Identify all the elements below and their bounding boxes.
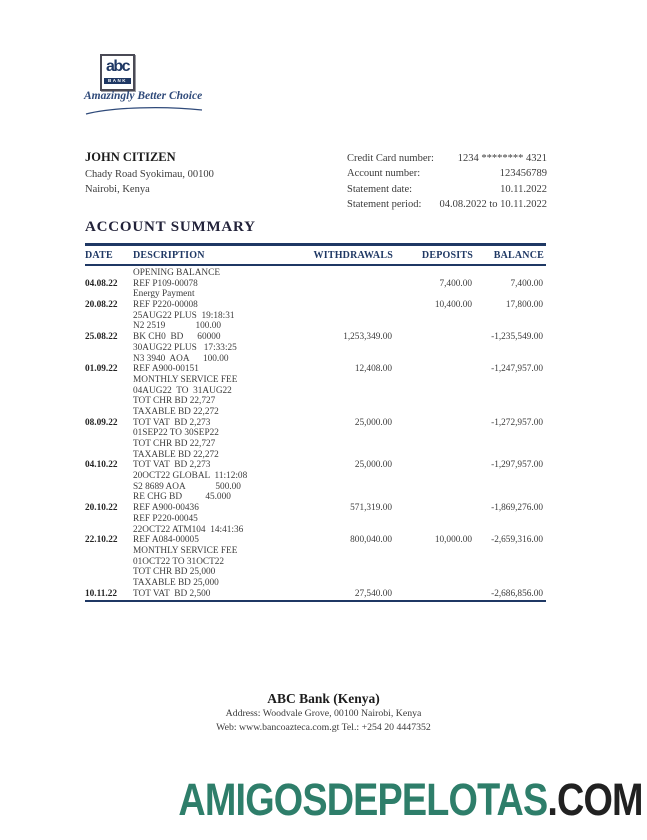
cell-date: 10.11.22	[85, 588, 118, 599]
cell-deposits	[395, 354, 475, 365]
customer-address-line2: Nairobi, Kenya	[85, 183, 150, 195]
column-header-deposits: DEPOSITS	[421, 250, 473, 261]
cell-description: 22OCT22 ATM104 14:41:36	[133, 524, 244, 535]
cell-deposits	[395, 289, 475, 300]
cell-withdrawals: 25,000.00	[354, 460, 392, 471]
account-number-value: 123456789	[499, 168, 547, 180]
column-header-withdrawals: WITHDRAWALS	[313, 250, 393, 261]
cell-balance	[475, 268, 546, 279]
bank-logo-bank-text: BANK	[104, 78, 131, 84]
table-row	[85, 428, 546, 439]
bank-logo-box	[100, 54, 135, 91]
statement-date-label: Statement date:	[347, 183, 413, 195]
cell-date: 20.10.22	[85, 503, 118, 514]
cell-deposits	[395, 503, 475, 514]
cell-deposits	[395, 589, 475, 600]
cell-description: TOT VAT BD 2,273	[133, 417, 211, 428]
cell-balance: -1,869,276.00	[491, 503, 543, 514]
cell-deposits	[395, 321, 475, 332]
table-row	[85, 386, 546, 397]
cell-deposits	[395, 418, 475, 429]
table-row	[85, 279, 546, 290]
cell-description: Energy Payment	[133, 289, 195, 300]
table-row	[85, 535, 546, 546]
statement-date-value: 10.11.2022	[500, 183, 547, 195]
cell-balance	[475, 557, 546, 568]
cell-date	[85, 492, 133, 503]
cell-withdrawals	[300, 354, 395, 365]
cell-description: 04AUG22 TO 31AUG22	[133, 385, 232, 396]
cell-withdrawals	[300, 525, 395, 536]
account-summary-title: ACCOUNT SUMMARY	[85, 219, 256, 235]
cell-withdrawals	[300, 450, 395, 461]
cell-date	[85, 428, 133, 439]
cell-deposits	[395, 450, 475, 461]
table-row	[85, 471, 546, 482]
cell-balance	[475, 439, 546, 450]
cell-description: REF P220-00008	[133, 300, 198, 311]
cell-balance: -1,247,957.00	[491, 364, 543, 375]
cell-deposits	[395, 514, 475, 525]
table-row	[85, 460, 546, 471]
cell-description: TAXABLE BD 25,000	[133, 577, 219, 588]
cell-deposits	[395, 546, 475, 557]
cell-date: 04.08.22	[85, 278, 118, 289]
cell-balance	[475, 396, 546, 407]
cell-date	[85, 557, 133, 568]
cell-withdrawals	[300, 514, 395, 525]
cell-withdrawals: 25,000.00	[354, 417, 392, 428]
table-row	[85, 364, 546, 375]
bank-logo	[100, 54, 135, 91]
column-header-date: DATE	[85, 250, 113, 261]
cell-deposits	[395, 525, 475, 536]
account-info	[347, 151, 547, 213]
table-row	[85, 268, 546, 279]
cell-description: TAXABLE BD 22,272	[133, 449, 219, 460]
cell-deposits	[395, 460, 475, 471]
cell-balance	[475, 567, 546, 578]
table-row	[85, 396, 546, 407]
cell-description: TOT CHR BD 22,727	[133, 439, 216, 449]
cell-date	[85, 289, 133, 300]
cell-balance	[475, 450, 546, 461]
cell-withdrawals	[300, 321, 395, 332]
credit-card-row	[347, 151, 547, 166]
cell-description: OPENING BALANCE	[133, 268, 221, 278]
table-row	[85, 557, 546, 568]
cell-date	[85, 407, 133, 418]
cell-balance	[475, 311, 546, 322]
cell-description: REF A084-00005	[133, 535, 199, 546]
table-row	[85, 332, 546, 343]
cell-date: 04.10.22	[85, 460, 118, 471]
cell-description: REF P220-00045	[133, 513, 198, 524]
table-header-row	[85, 246, 546, 266]
cell-deposits	[395, 396, 475, 407]
cell-date	[85, 321, 133, 332]
cell-deposits	[395, 332, 475, 343]
table-row	[85, 289, 546, 300]
statement-period-value: 04.08.2022 to 10.11.2022	[439, 199, 547, 211]
statement-period-row	[347, 197, 547, 212]
cell-balance: -1,297,957.00	[491, 460, 543, 471]
cell-date	[85, 546, 133, 557]
table-row	[85, 407, 546, 418]
cell-balance: 7,400.00	[510, 278, 543, 289]
table-row	[85, 567, 546, 578]
cell-deposits	[395, 439, 475, 450]
cell-withdrawals: 27,540.00	[354, 588, 392, 599]
table-row	[85, 546, 546, 557]
cell-description: N3 3940 AOA 100.00	[133, 353, 229, 364]
table-row	[85, 503, 546, 514]
transactions-table	[85, 243, 546, 602]
cell-balance	[475, 321, 546, 332]
cell-description: REF A900-00151	[133, 364, 199, 375]
cell-deposits	[395, 311, 475, 322]
cell-withdrawals	[300, 482, 395, 493]
cell-description: BK CH0 BD 60000	[133, 332, 221, 343]
cell-description: 01SEP22 TO 30SEP22	[133, 428, 219, 439]
cell-date: 01.09.22	[85, 364, 118, 375]
cell-withdrawals	[300, 375, 395, 386]
table-row	[85, 525, 546, 536]
cell-deposits	[395, 567, 475, 578]
cell-description: REF P109-00078	[133, 278, 198, 289]
watermark-main-text: AMIGOSDEPELOTAS	[178, 774, 548, 825]
cell-withdrawals	[300, 546, 395, 557]
cell-description: TOT VAT BD 2,273	[133, 460, 211, 471]
cell-withdrawals: 800,040.00	[350, 535, 392, 546]
cell-deposits	[395, 471, 475, 482]
customer-info	[85, 150, 214, 197]
cell-withdrawals	[300, 439, 395, 450]
cell-date	[85, 268, 133, 279]
tagline-swoosh-flourish	[84, 105, 206, 117]
cell-deposits	[395, 268, 475, 279]
cell-withdrawals	[300, 311, 395, 322]
cell-balance	[475, 354, 546, 365]
cell-balance: -2,686,856.00	[491, 588, 543, 599]
footer-address: Address: Woodvale Grove, 00100 Nairobi, Kenya	[225, 708, 422, 719]
cell-deposits	[395, 364, 475, 375]
cell-balance	[475, 289, 546, 300]
column-header-balance: BALANCE	[493, 250, 544, 261]
table-row	[85, 375, 546, 386]
account-number-row	[347, 166, 547, 181]
customer-address-line1: Chady Road Syokimau, 00100	[85, 169, 214, 180]
cell-balance	[475, 343, 546, 354]
footer-bank-name: ABC Bank (Kenya)	[267, 691, 380, 706]
table-row	[85, 343, 546, 354]
cell-description: MONTHLY SERVICE FEE	[133, 545, 238, 556]
site-watermark	[179, 774, 643, 826]
cell-date: 22.10.22	[85, 535, 118, 546]
cell-withdrawals	[300, 471, 395, 482]
cell-withdrawals	[300, 268, 395, 279]
cell-date	[85, 578, 133, 589]
cell-description: RE CHG BD 45.000	[133, 492, 231, 503]
table-row	[85, 418, 546, 429]
cell-deposits	[395, 407, 475, 418]
cell-balance	[475, 428, 546, 439]
statement-period-label: Statement period:	[347, 199, 422, 211]
cell-balance	[475, 514, 546, 525]
cell-date	[85, 375, 133, 386]
cell-withdrawals	[300, 279, 395, 290]
table-row	[85, 439, 546, 450]
table-row	[85, 311, 546, 322]
column-header-description: DESCRIPTION	[133, 250, 205, 261]
table-row	[85, 578, 546, 589]
watermark-suffix-text: .COM	[547, 774, 643, 825]
cell-deposits	[395, 386, 475, 397]
cell-date	[85, 471, 133, 482]
cell-withdrawals	[300, 492, 395, 503]
cell-balance	[475, 386, 546, 397]
cell-date: 25.08.22	[85, 332, 118, 343]
table-row	[85, 514, 546, 525]
cell-balance	[475, 525, 546, 536]
cell-deposits	[395, 375, 475, 386]
cell-withdrawals	[300, 428, 395, 439]
cell-balance	[475, 375, 546, 386]
cell-description: 30AUG22 PLUS 17:33:25	[133, 342, 237, 353]
cell-deposits	[395, 578, 475, 589]
table-row	[85, 450, 546, 461]
cell-withdrawals	[300, 289, 395, 300]
cell-balance	[475, 578, 546, 589]
cell-description: TAXABLE BD 22,272	[133, 406, 219, 417]
cell-withdrawals	[300, 567, 395, 578]
bank-footer	[0, 690, 647, 735]
cell-deposits: 7,400.00	[439, 278, 472, 289]
cell-deposits: 10,400.00	[434, 300, 472, 311]
credit-card-value: 1234 ******** 4321	[457, 153, 547, 164]
account-number-label: Account number:	[347, 168, 421, 180]
cell-date: 08.09.22	[85, 417, 118, 428]
cell-balance	[475, 546, 546, 557]
table-row	[85, 354, 546, 365]
cell-date	[85, 311, 133, 322]
cell-description: 25AUG22 PLUS 19:18:31	[133, 310, 235, 321]
cell-withdrawals	[300, 300, 395, 311]
bank-logo-abc-text: abc	[105, 58, 130, 75]
cell-deposits	[395, 343, 475, 354]
cell-deposits	[395, 482, 475, 493]
cell-date	[85, 396, 133, 407]
cell-description: TOT CHR BD 22,727	[133, 396, 216, 407]
cell-deposits	[395, 492, 475, 503]
cell-deposits	[395, 557, 475, 568]
cell-balance	[475, 471, 546, 482]
cell-description: MONTHLY SERVICE FEE	[133, 374, 238, 385]
cell-date	[85, 343, 133, 354]
cell-deposits	[395, 428, 475, 439]
cell-withdrawals	[300, 386, 395, 397]
customer-name: JOHN CITIZEN	[85, 150, 176, 164]
table-row	[85, 492, 546, 503]
cell-balance: -1,272,957.00	[491, 417, 543, 428]
cell-withdrawals: 571,319.00	[350, 503, 392, 514]
cell-balance: -2,659,316.00	[491, 535, 543, 546]
cell-description: 01OCT22 TO 31OCT22	[133, 556, 225, 567]
cell-balance	[475, 407, 546, 418]
table-row	[85, 321, 546, 332]
cell-balance	[475, 492, 546, 503]
cell-withdrawals	[300, 557, 395, 568]
cell-withdrawals: 12,408.00	[354, 364, 392, 375]
cell-date	[85, 450, 133, 461]
cell-withdrawals	[300, 407, 395, 418]
cell-date	[85, 354, 133, 365]
cell-withdrawals: 1,253,349.00	[343, 332, 392, 343]
cell-description: REF A900-00436	[133, 503, 199, 514]
table-row	[85, 482, 546, 493]
statement-date-row	[347, 182, 547, 197]
cell-description: TOT CHR BD 25,000	[133, 567, 216, 578]
cell-deposits: 10,000.00	[434, 535, 472, 546]
cell-date	[85, 567, 133, 578]
cell-description: TOT VAT BD 2,500	[133, 588, 211, 599]
table-row	[85, 589, 546, 600]
cell-description: N2 2519 100.00	[133, 321, 222, 332]
bank-tagline: Amazingly Better Choice	[84, 90, 203, 102]
table-row	[85, 300, 546, 311]
table-body	[85, 266, 546, 600]
footer-web-tel: Web: www.bancoazteca.com.gt Tel.: +254 20 4447352	[216, 722, 431, 733]
cell-date	[85, 482, 133, 493]
credit-card-label: Credit Card number:	[347, 153, 434, 164]
cell-balance: -1,235,549.00	[491, 332, 543, 343]
cell-description: S2 8689 AOA 500.00	[133, 481, 241, 492]
cell-date	[85, 439, 133, 450]
cell-withdrawals	[300, 396, 395, 407]
cell-balance	[475, 482, 546, 493]
cell-withdrawals	[300, 578, 395, 589]
cell-date	[85, 514, 133, 525]
cell-description: 20OCT22 GLOBAL 11:12:08	[133, 471, 248, 482]
cell-balance: 17,800.00	[505, 300, 543, 311]
cell-withdrawals	[300, 343, 395, 354]
cell-date	[85, 525, 133, 536]
cell-date	[85, 386, 133, 397]
cell-date: 20.08.22	[85, 300, 118, 311]
